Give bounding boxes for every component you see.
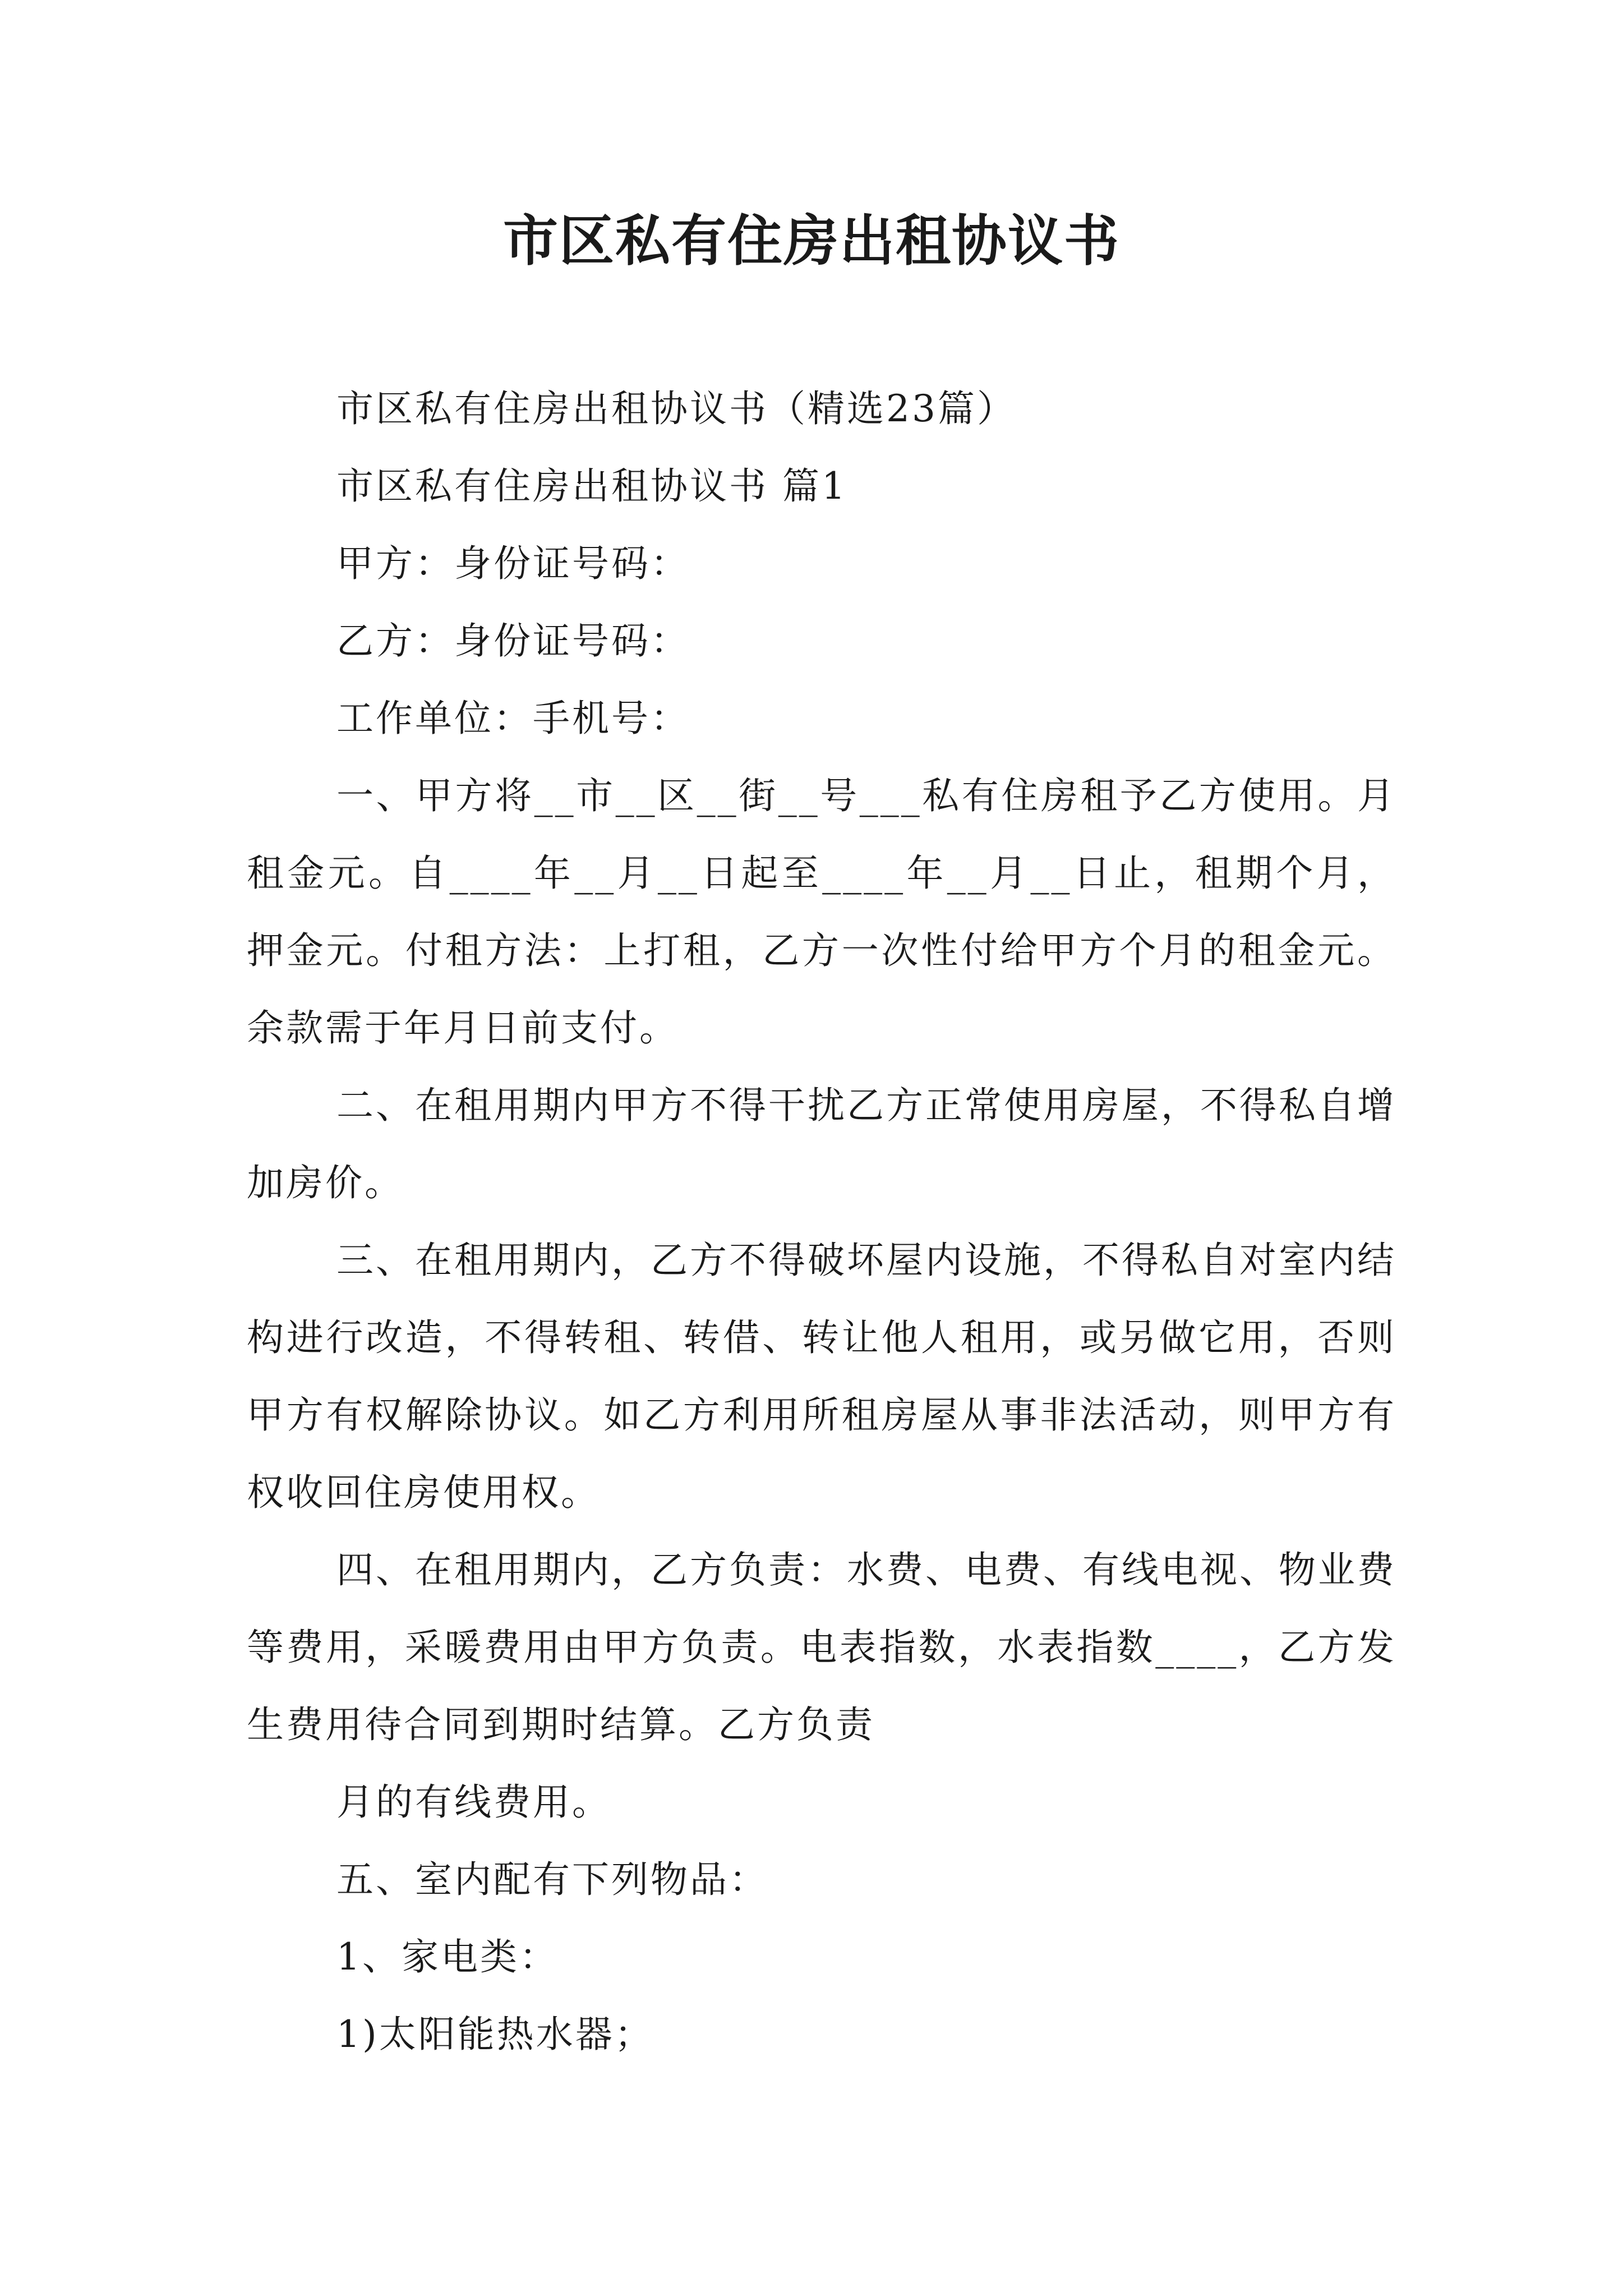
subtitle-paragraph: 市区私有住房出租协议书（精选23篇）: [336, 387, 1016, 430]
party-a-line: 甲方：身份证号码：: [336, 542, 690, 585]
list-heading-appliances: 1、家电类：: [336, 1935, 559, 1978]
employer-phone-line: 工作单位：手机号：: [336, 697, 690, 740]
clause-3: 三、在租用期内，乙方不得破坏屋内设施，不得私自对室内结构进行改造，不得转租、转借、转让他人租用，或另做它用，否则甲方有权解除协议。如乙方利用所租房屋从事非法活动，则甲方有权收回住房使用权。: [247, 1239, 1396, 1514]
clause-5: 五、室内配有下列物品：: [336, 1858, 768, 1901]
party-b-line: 乙方：身份证号码：: [336, 619, 690, 662]
document-title: 市区私有住房出租协议书: [502, 209, 1120, 273]
clause-4: 四、在租用期内，乙方负责：水费、电费、有线电视、物业费等费用，采暖费用由甲方负责。电表指数，水表指数____，乙方发生费用待合同到期时结算。乙方负责: [247, 1548, 1396, 1746]
clause-2: 二、在租用期内甲方不得干扰乙方正常使用房屋，不得私自增加房价。: [247, 1084, 1396, 1204]
section-heading: 市区私有住房出租协议书 篇1: [336, 464, 847, 508]
clause-1: 一、甲方将__市__区__街__号___私有住房租予乙方使用。月租金元。自____年__月__日起至____年__月__日止，租期个月，押金元。付租方法：上打租，乙方一次性付给甲方个月的租金元。余款需于年月日前支付。: [247, 774, 1396, 1050]
list-item-solar-heater: 1)太阳能热水器；: [336, 2013, 654, 2056]
document-body: [247, 370, 1396, 2073]
clause-4-continued: 月的有线费用。: [336, 1780, 611, 1824]
